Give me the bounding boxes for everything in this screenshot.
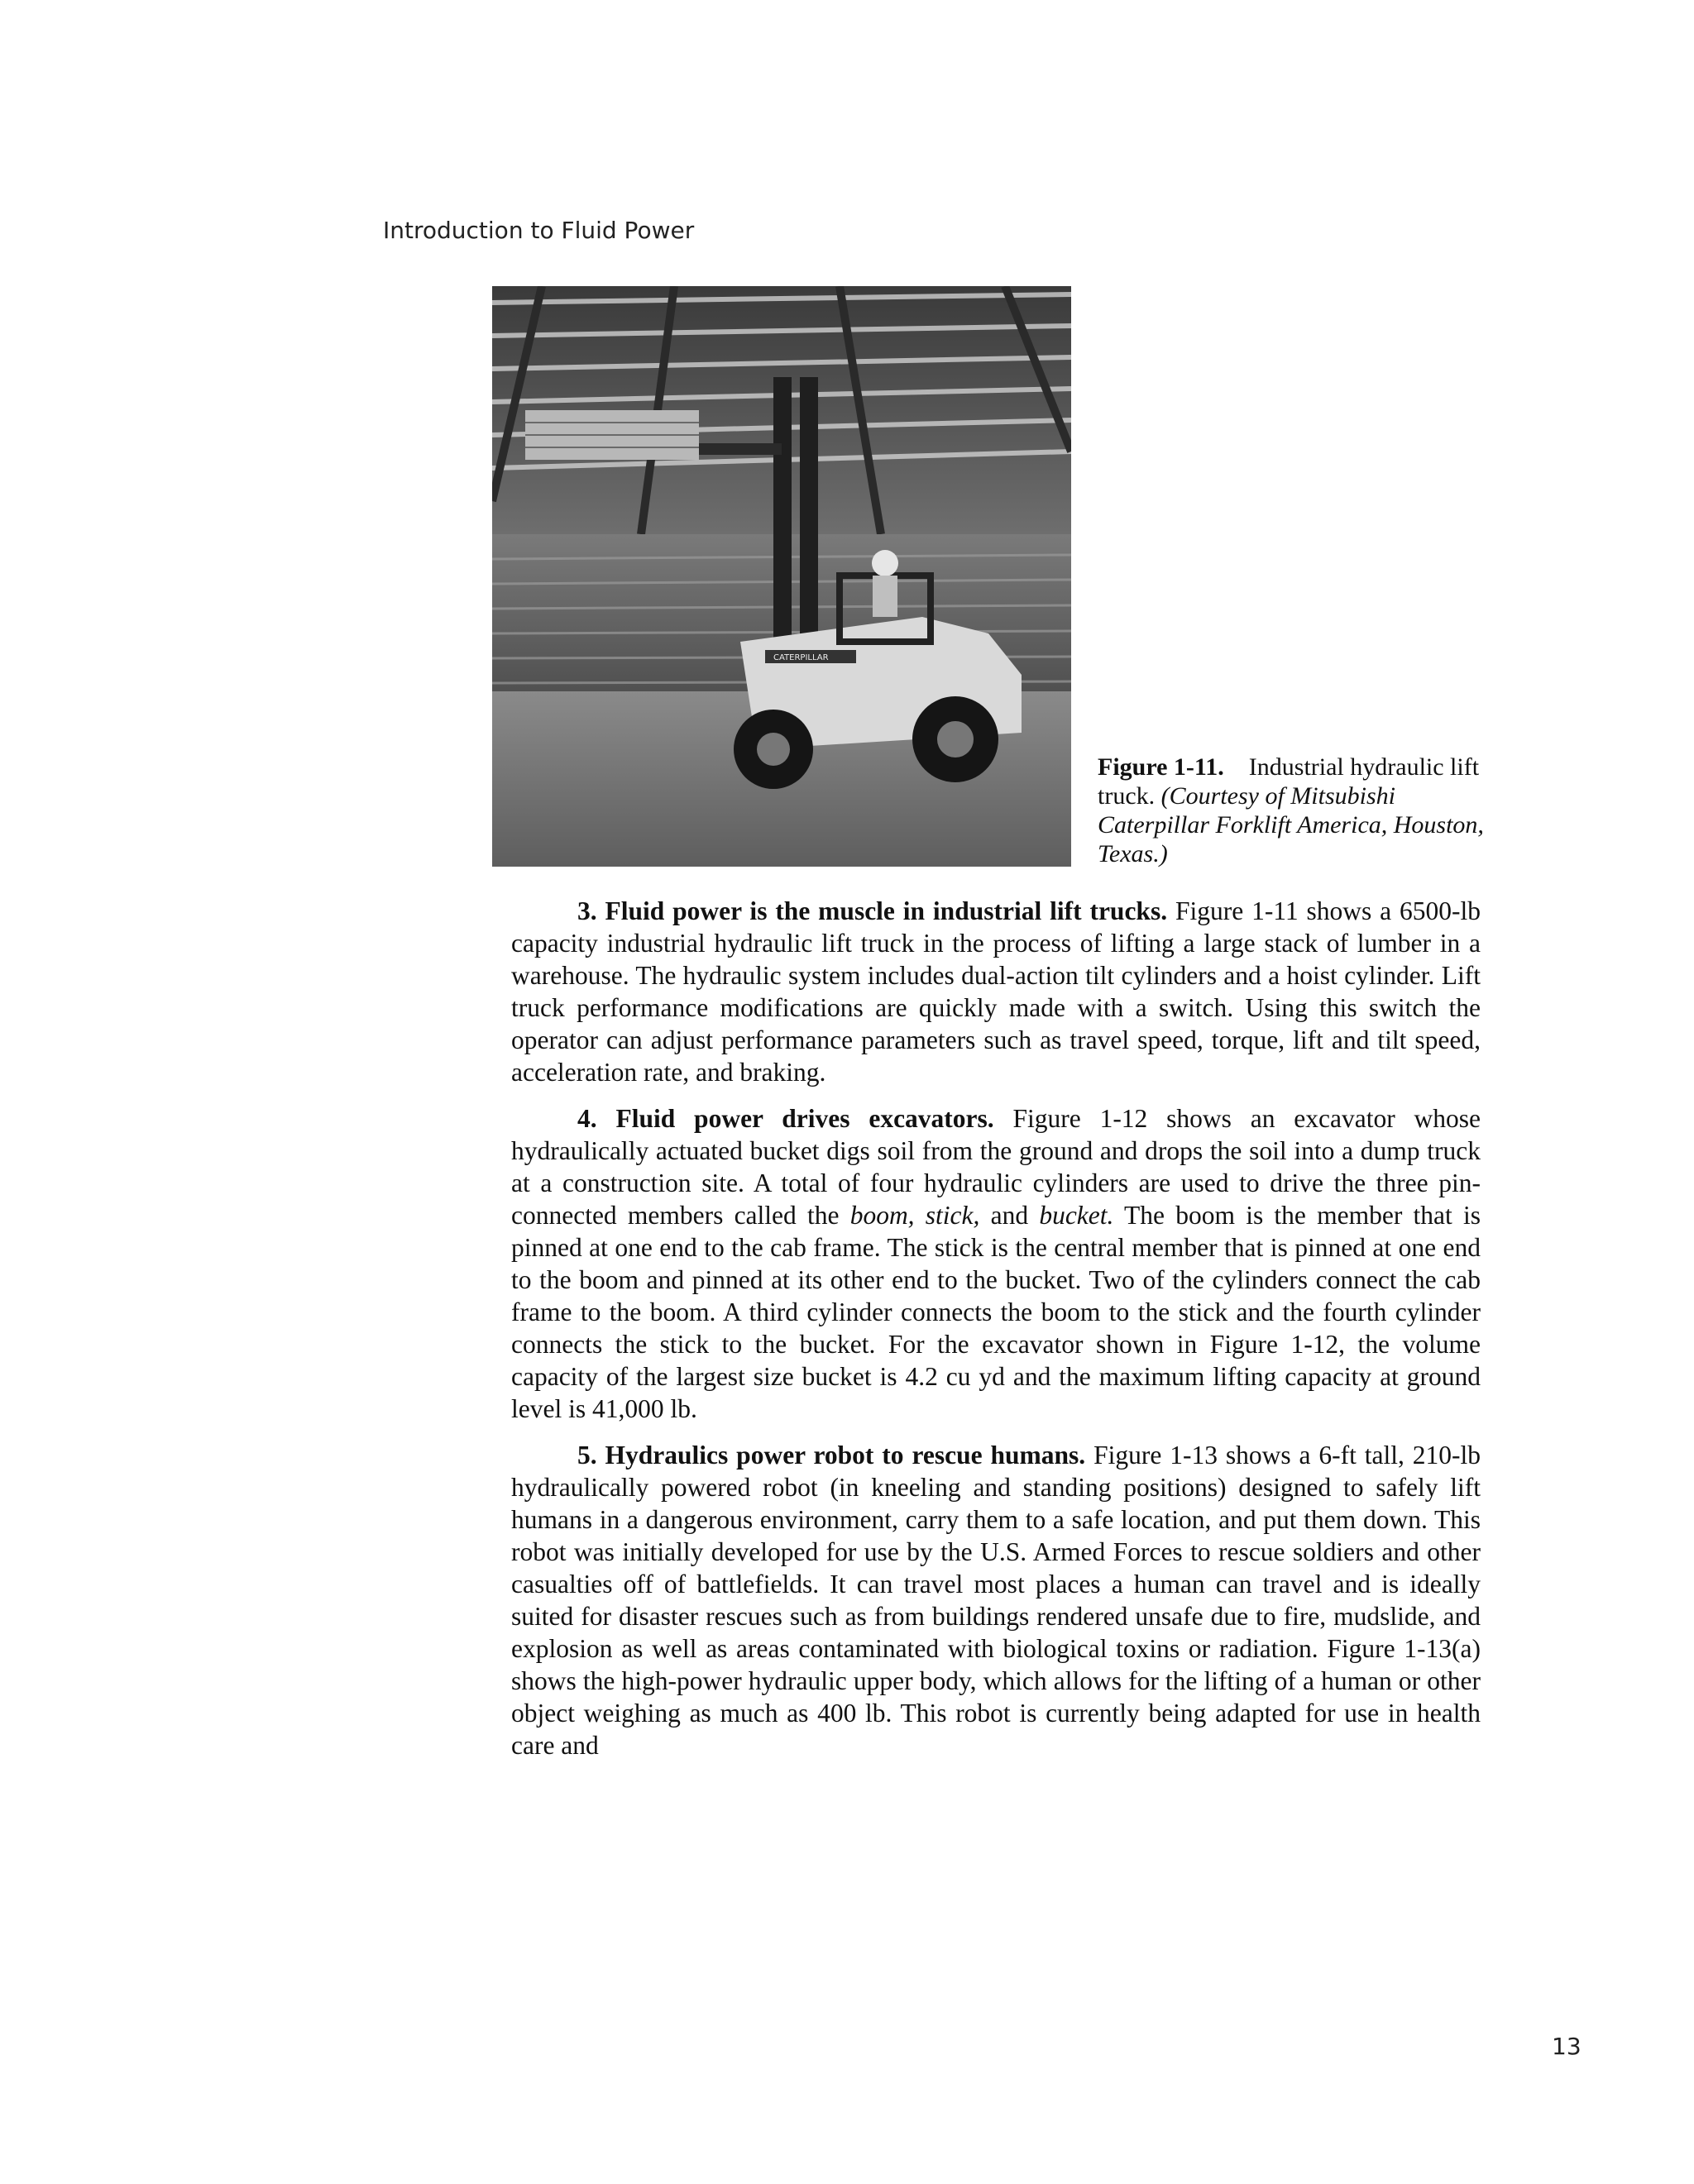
paragraph-3-text: Figure 1-11 shows a 6500-lb capacity industrial hydraulic lift truck in the process of lifting a large stack of lumber in a warehouse. The hydraulic system includes dual-action tilt cylinders and a hoist cylinder. Lift truck performance modifications are quickly made with a switch. Using this switch the operator can adjust performance parameters such as travel speed, torque, lift and tilt speed, acceleration rate, and braking.	[511, 896, 1481, 1087]
figure-label: Figure 1-11.	[1098, 753, 1224, 781]
paragraph-5-text: Figure 1-13 shows a 6-ft tall, 210-lb hydraulically powered robot (in kneeling and standing positions) designed to safely lift humans in a dangerous environment, carry them to a safe location, and put them down. This robot was initially developed for use by the U.S. Armed Forces to rescue soldiers and other casualties off of battlefields. It can travel most places a human can travel and is ideally suited for disaster rescues such as from buildings rendered unsafe due to fire, mudslide, and explosion as well as areas contaminated with biological toxins or radiation. Figure 1-13(a) shows the high-power hydraulic upper body, which allows for the lifting of a human or other object weighing as much as 400 lb. This robot is currently being adapted for use in health care and	[511, 1441, 1481, 1760]
paragraph-4	[511, 1102, 1481, 1425]
running-head: Introduction to Fluid Power	[383, 217, 695, 244]
paragraph-3-lead: 3. Fluid power is the muscle in industrial lift trucks.	[577, 896, 1168, 925]
figure-caption	[1098, 753, 1486, 868]
term-bucket: bucket.	[1039, 1201, 1114, 1230]
truck-badge: CATERPILLAR	[773, 653, 829, 662]
page-number: 13	[1552, 2033, 1582, 2060]
paragraph-5-lead: 5. Hydraulics power robot to rescue humans.	[577, 1441, 1086, 1470]
paragraph-4-text-a: Figure 1-12 shows an excavator whose hydraulically actuated bucket digs soil from the ground and drops the soil into a dump truck at a construction site. A total of four hydraulic cylinders are used to drive the three pin-connected members called the	[511, 1104, 1481, 1230]
body-text	[511, 895, 1481, 1775]
term-boom-stick: boom, stick,	[849, 1201, 980, 1230]
paragraph-5	[511, 1439, 1481, 1761]
paragraph-4-text-b: and	[990, 1201, 1029, 1230]
paragraph-3	[511, 895, 1481, 1088]
paragraph-4-text-c: The boom is the member that is pinned at one end to the cab frame. The stick is the central member that is pinned at one end to the boom and pinned at its other end to the bucket. Two of the cylinders connect the cab frame to the boom. A third cylinder connects the boom to the stick and the fourth cylinder connects the stick to the bucket. For the excavator shown in Figure 1-12, the volume capacity of the largest size bucket is 4.2 cu yd and the maximum lifting capacity at ground level is 41,000 lb.	[511, 1201, 1481, 1423]
forklift-photo	[492, 286, 1071, 867]
figure-caption-text: Industrial hydraulic lift truck.	[1098, 753, 1480, 810]
figure-credit: (Courtesy of Mitsubishi Caterpillar Forklift America, Houston, Texas.)	[1098, 782, 1484, 867]
paragraph-4-lead: 4. Fluid power drives excavators.	[577, 1104, 994, 1133]
